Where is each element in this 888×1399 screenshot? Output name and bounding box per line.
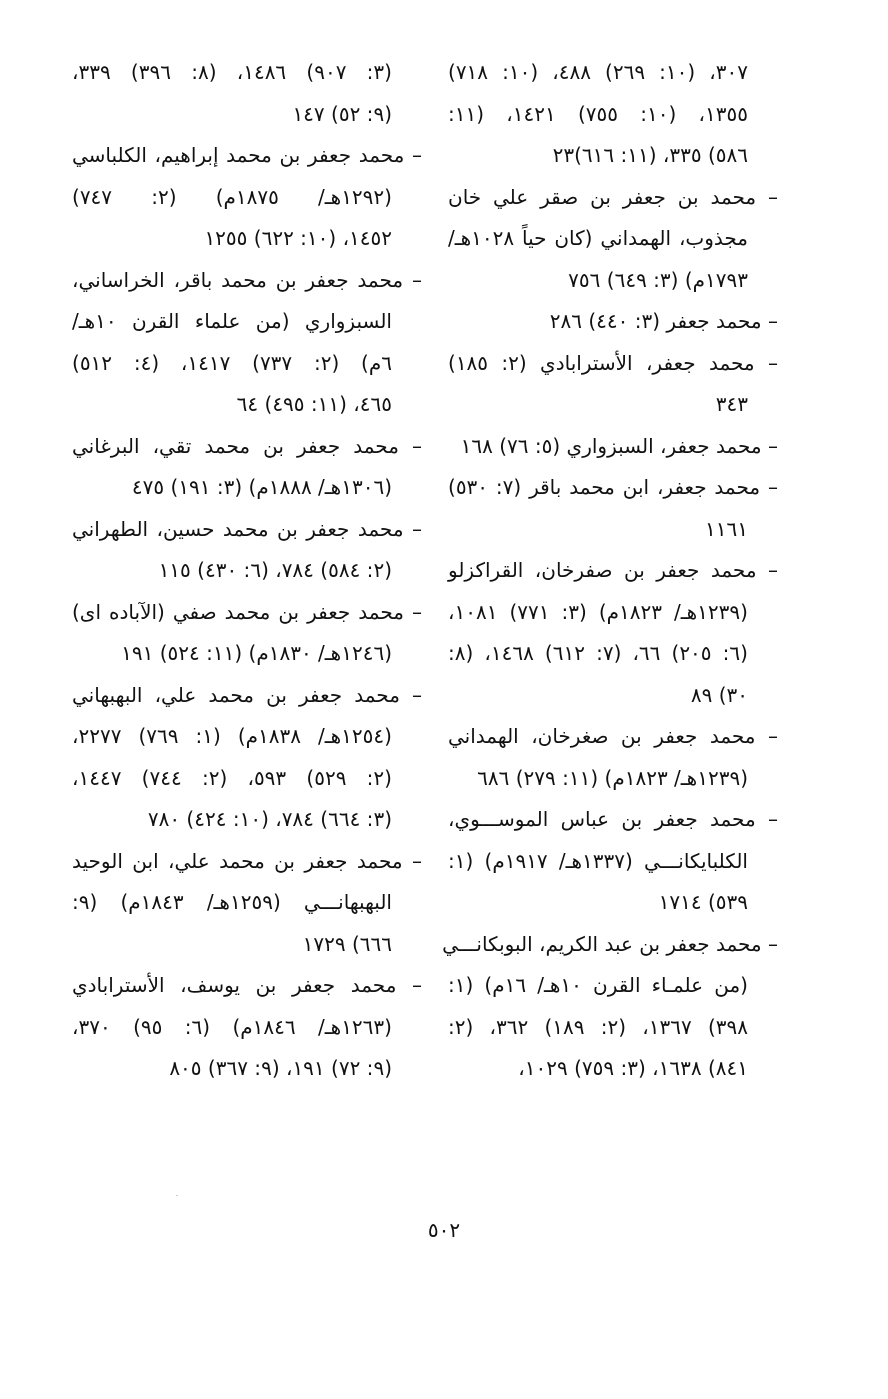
index-entry xyxy=(72,260,422,426)
entry-line: ٦٦٦) ١٧٢٩ xyxy=(302,931,392,956)
index-entry xyxy=(442,924,778,1090)
entry-line: (٣: ٦٦٤) ٧٨٤، (١٠: ٤٢٤) ٧٨٠ xyxy=(147,807,392,831)
entry-line: ١٣٥٥، (١٠: ٧٥٥) ١٤٢١، (١١: xyxy=(448,101,748,126)
entry-line: – محمد جعفر بن محمد صفي (الآباده اى) xyxy=(72,599,422,624)
entry-line: (١٢٦٣هـ/ ١٨٤٦م) (٦: ٩٥) ٣٧٠، xyxy=(72,1014,392,1039)
entry-line: – محمد بن جعفر بن صقر علي خان xyxy=(448,184,778,209)
entry-line: – محمد جعفر بن محمد علي، ابن الوحيد xyxy=(72,848,422,873)
entry-line: ٣٠٧، (١٠: ٢٦٩) ٤٨٨، (١٠: ٧١٨) xyxy=(448,60,748,84)
entry-line: – محمد جعفر بن صفرخان، القراكزلو xyxy=(448,558,778,582)
entry-line: ٣٠) ٨٩ xyxy=(690,682,748,707)
entry-line: ٣٩٨) ١٣٦٧، (٢: ١٨٩) ٣٦٢، (٢: xyxy=(448,1014,748,1039)
entry-line: (٩: ٧٢) ١٩١، (٩: ٣٦٧) ٨٠٥ xyxy=(169,1056,392,1080)
entry-line: ١٤٥٢، (١٠: ٦٢٢) ١٢٥٥ xyxy=(204,226,392,250)
entry-line: – محمد جعفر بن محمد تقي، البرغاني xyxy=(72,433,422,458)
index-entry xyxy=(72,841,422,966)
entry-line: (٢: ٥٨٤) ٧٨٤، (٦: ٤٣٠) ١١٥ xyxy=(158,558,392,582)
entry-line: (٩: ٥٢) ١٤٧ xyxy=(292,101,392,126)
entry-line: – محمد جعفر، السبزواري (٥: ٧٦) ١٦٨ xyxy=(460,433,778,458)
entry-line: – محمد جعفر بن عباس الموســـوي، xyxy=(448,807,778,831)
entry-line: (من علمـاء القرن ١٠هـ/ ١٦م) (١: xyxy=(448,973,748,997)
entry-line: – محمد جعفر (٣: ٤٤٠) ٢٨٦ xyxy=(549,309,778,333)
index-entry xyxy=(448,343,778,426)
entry-line: مجذوب، الهمداني (كان حياً ١٠٢٨هـ/ xyxy=(448,226,748,250)
entry-line: ٨٤١) ١٦٣٨، (٣: ٧٥٩) ١٠٢٩، xyxy=(518,1056,748,1080)
entry-line: ١٧٩٣م) (٣: ٦٤٩) ٧٥٦ xyxy=(568,267,748,292)
index-entry xyxy=(448,467,778,550)
index-entry xyxy=(448,716,778,799)
left-column xyxy=(72,52,422,1090)
page-number: ٥٠٢ xyxy=(427,1218,461,1242)
entry-line: ٥٣٩) ١٧١٤ xyxy=(658,890,748,914)
entry-line: (٦: ٢٠٥) ٦٦، (٧: ٦١٢) ١٤٦٨، (٨: xyxy=(448,641,748,665)
entry-line: (١٢٤٦هـ/ ١٨٣٠م) (١١: ٥٢٤) ١٩١ xyxy=(121,641,392,665)
index-entry xyxy=(448,550,778,716)
entry-line: (٣: ٩٠٧) ١٤٨٦، (٨: ٣٩٦) ٣٣٩، xyxy=(72,60,392,84)
index-entry xyxy=(72,509,422,592)
index-entry xyxy=(448,799,778,924)
entry-line: (١٢٣٩هـ/ ١٨٢٣م) (١١: ٢٧٩) ٦٨٦ xyxy=(477,765,748,790)
index-entry xyxy=(72,675,422,841)
entry-line: (١٢٩٢هـ/ ١٨٧٥م) (٢: ٧٤٧) xyxy=(72,184,392,209)
entry-line: (١٢٣٩هـ/ ١٨٢٣م) (٣: ٧٧١) ١٠٨١، xyxy=(448,599,748,624)
scan-mark xyxy=(176,1195,178,1196)
entry-line: الكلبايكانـــي (١٣٣٧هـ/ ١٩١٧م) (١: xyxy=(448,848,748,873)
index-entry xyxy=(72,52,422,135)
entry-line: – محمد جعفر بن عبد الكريم، البوبكانـــي xyxy=(442,931,778,956)
index-entry xyxy=(72,965,422,1090)
entry-line: (١٢٥٤هـ/ ١٨٣٨م) (١: ٧٦٩) ٢٢٧٧، xyxy=(72,724,392,748)
index-entry xyxy=(448,177,778,302)
index-entry xyxy=(448,426,778,468)
entry-line: السبزواري (من علماء القرن ١٠هـ/ xyxy=(72,309,392,333)
entry-line: ٤٦٥، (١١: ٤٩٥) ٦٤ xyxy=(236,392,392,416)
entry-line: البهبهانـــي (١٢٥٩هـ/ ١٨٤٣م) (٩: xyxy=(72,890,392,914)
entry-line: – محمد جعفر بن محمد إبراهيم، الكلباسي xyxy=(72,143,422,167)
right-column xyxy=(442,52,778,1090)
entry-line: ٥٨٦) ٣٣٥، (١١: ٦١٦)٢٣ xyxy=(552,143,748,167)
entry-line: – محمد جعفر، الأسترابادي (٢: ١٨٥) xyxy=(448,350,778,375)
index-entry xyxy=(448,301,778,343)
entry-line: (١٣٠٦هـ/ ١٨٨٨م) (٣: ١٩١) ٤٧٥ xyxy=(131,475,392,499)
entry-line: – محمد جعفر، ابن محمد باقر (٧: ٥٣٠) xyxy=(448,475,778,499)
entry-line: (٢: ٥٢٩) ٥٩٣، (٢: ٧٤٤) ١٤٤٧، xyxy=(72,765,392,790)
index-entry xyxy=(448,52,778,177)
entry-line: – محمد جعفر بن محمد علي، البهبهاني xyxy=(72,682,422,707)
entry-line: – محمد جعفر بن محمد حسين، الطهراني xyxy=(72,516,422,541)
entry-line: – محمد جعفر بن يوسف، الأسترابادي xyxy=(72,973,422,997)
index-entry xyxy=(72,426,422,509)
entry-line: ٣٤٣ xyxy=(715,392,748,416)
entry-line: – محمد جعفر بن محمد باقر، الخراساني، xyxy=(72,267,422,292)
index-entry xyxy=(72,135,422,260)
entry-line: ١١٦١ xyxy=(705,516,748,541)
index-entry xyxy=(72,592,422,675)
entry-line: – محمد جعفر بن صغرخان، الهمداني xyxy=(448,724,778,748)
entry-line: ٦م) (٢: ٧٣٧) ١٤١٧، (٤: ٥١٢) xyxy=(72,350,392,375)
